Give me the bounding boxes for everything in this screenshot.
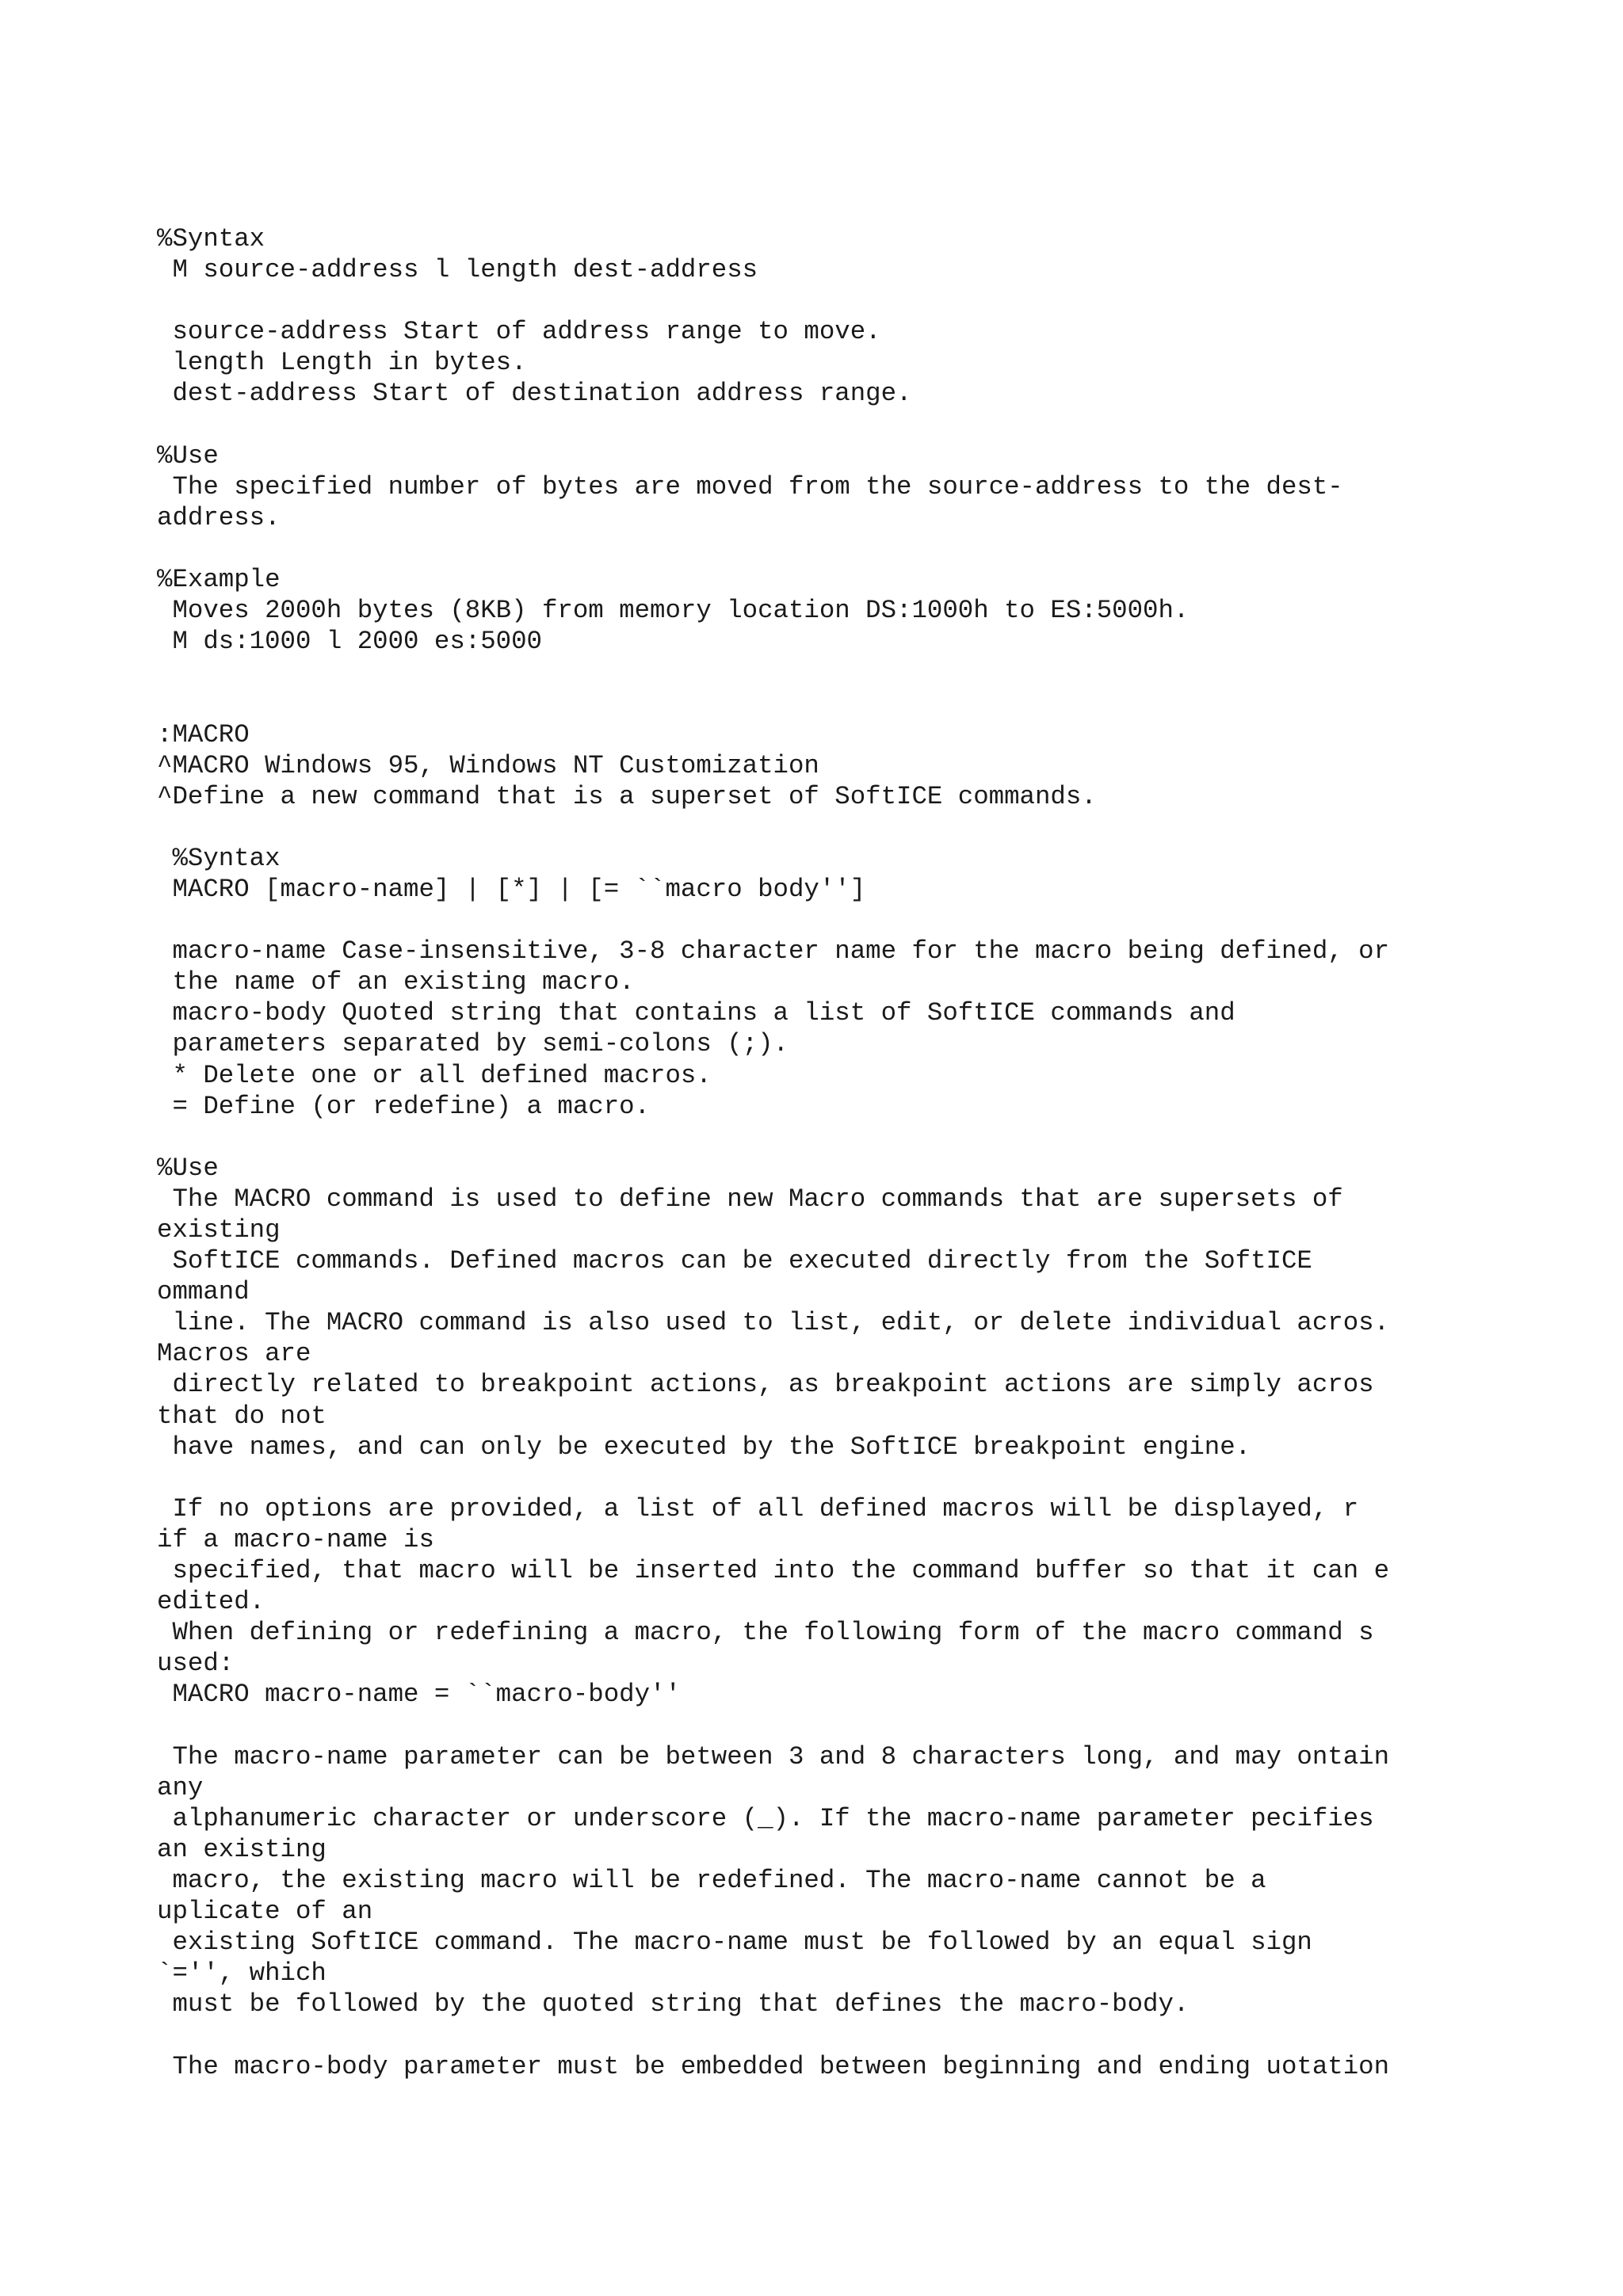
text-line <box>157 285 1599 316</box>
text-line: When defining or redefining a macro, the following form of the macro command s <box>157 1618 1374 1648</box>
text-line: source-address Start of address range to move. <box>157 317 881 347</box>
text-line: %Syntax <box>157 843 281 873</box>
text-line: address. <box>157 502 281 532</box>
text-line: uplicate of an <box>157 1897 373 1927</box>
text-line: the name of an existing macro. <box>157 967 635 997</box>
text-line <box>157 533 1599 564</box>
text-line: If no options are provided, a list of all defined macros will be displayed, r <box>157 1493 1359 1524</box>
text-line: %Use <box>157 441 219 471</box>
text-line: MACRO [macro-name] | [*] | [= ``macro body''] <box>157 874 866 904</box>
text-line: ommand <box>157 1277 250 1307</box>
text-line: ^MACRO Windows 95, Windows NT Customization <box>157 750 819 780</box>
text-line <box>157 2019 1599 2050</box>
text-line: line. The MACRO command is also used to list, edit, or delete individual acros. <box>157 1308 1390 1338</box>
text-line: dest-address Start of destination address range. <box>157 379 912 409</box>
text-line: an existing <box>157 1834 327 1864</box>
text-line: %Syntax <box>157 224 265 254</box>
text-line: The macro-body parameter must be embedded between beginning and ending uotation <box>157 2051 1390 2081</box>
text-line: that do not <box>157 1401 327 1431</box>
text-line: %Use <box>157 1153 219 1183</box>
text-line: ^Define a new command that is a superset of SoftICE commands. <box>157 781 1097 811</box>
text-line: must be followed by the quoted string that defines the macro-body. <box>157 1989 1190 2019</box>
text-line <box>157 812 1599 843</box>
text-line <box>157 1711 1599 1741</box>
text-line: parameters separated by semi-colons (;). <box>157 1029 789 1059</box>
text-line: Macros are <box>157 1339 311 1369</box>
text-line: The macro-name parameter can be between 3 and 8 characters long, and may ontain <box>157 1741 1390 1772</box>
document-text <box>157 223 1599 2082</box>
text-line: The specified number of bytes are moved from the source-address to the dest- <box>157 471 1343 502</box>
text-line: directly related to breakpoint actions, as breakpoint actions are simply acros <box>157 1370 1374 1400</box>
text-line: length Length in bytes. <box>157 348 527 378</box>
text-line: SoftICE commands. Defined macros can be executed directly from the SoftICE <box>157 1246 1312 1276</box>
text-line: Moves 2000h bytes (8KB) from memory location DS:1000h to ES:5000h. <box>157 596 1190 626</box>
text-line: `='', which <box>157 1958 327 1989</box>
text-line: = Define (or redefine) a macro. <box>157 1091 651 1121</box>
text-line: existing <box>157 1215 281 1245</box>
text-line <box>157 410 1599 441</box>
text-line: if a macro-name is <box>157 1524 434 1554</box>
text-line: edited. <box>157 1587 265 1617</box>
text-line: have names, and can only be executed by the SoftICE breakpoint engine. <box>157 1432 1251 1462</box>
text-line <box>157 688 1599 719</box>
text-line: used: <box>157 1649 235 1679</box>
text-line: :MACRO <box>157 719 250 749</box>
text-line: macro, the existing macro will be redefined. The macro-name cannot be a <box>157 1865 1266 1895</box>
text-line <box>157 905 1599 936</box>
text-line: M ds:1000 l 2000 es:5000 <box>157 627 542 657</box>
text-line <box>157 1122 1599 1153</box>
text-line: macro-name Case-insensitive, 3-8 character name for the macro being defined, or <box>157 936 1390 967</box>
text-line: The MACRO command is used to define new Macro commands that are supersets of <box>157 1184 1343 1214</box>
text-line <box>157 1463 1599 1493</box>
text-line: MACRO macro-name = ``macro-body'' <box>157 1680 681 1710</box>
text-line: macro-body Quoted string that contains a list of SoftICE commands and <box>157 998 1235 1028</box>
text-line: specified, that macro will be inserted into the command buffer so that it can e <box>157 1556 1390 1586</box>
text-line: %Example <box>157 565 281 595</box>
text-line <box>157 657 1599 688</box>
text-line: any <box>157 1772 204 1802</box>
text-line: * Delete one or all defined macros. <box>157 1060 712 1090</box>
text-line: M source-address l length dest-address <box>157 255 758 285</box>
text-line: alphanumeric character or underscore (_). If the macro-name parameter pecifies <box>157 1803 1374 1833</box>
text-line: existing SoftICE command. The macro-name must be followed by an equal sign <box>157 1928 1312 1958</box>
